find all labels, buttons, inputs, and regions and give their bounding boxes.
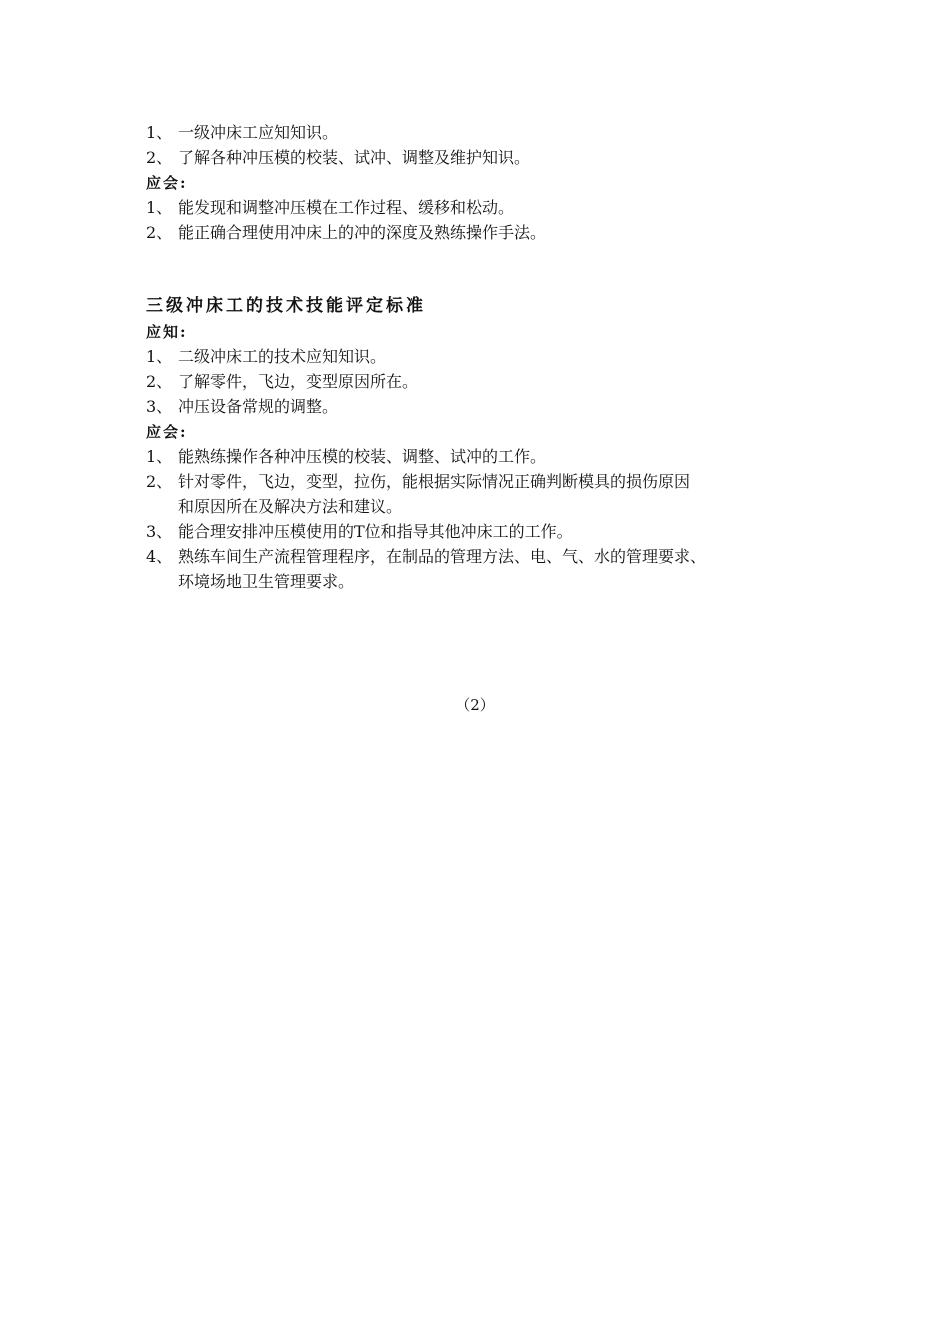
- list-item: [146, 372, 418, 392]
- list-item: [146, 547, 706, 567]
- section-title: 三级冲床工的技术技能评定标准: [146, 296, 426, 316]
- item-number: 1、: [146, 198, 173, 217]
- list-item: [146, 123, 338, 143]
- item-text: 一级冲床工应知知识。: [178, 123, 339, 142]
- list-item: [146, 397, 338, 417]
- item-text: 熟练车间生产流程管理程序，在制品的管理方法、电、气、水的管理要求、: [178, 547, 707, 566]
- item-text: 冲压设备常规的调整。: [178, 397, 339, 416]
- item-number: 2、: [146, 223, 173, 242]
- item-number: 1、: [146, 447, 173, 466]
- item-text: 二级冲床工的技术应知知识。: [178, 347, 387, 366]
- item-text: 了解各种冲压模的校装、试冲、调整及维护知识。: [178, 148, 531, 167]
- item-text: 能熟练操作各种冲压模的校装、调整、试冲的工作。: [178, 447, 547, 466]
- list-item: [146, 522, 573, 542]
- list-item: [146, 472, 690, 492]
- page-number: （2）: [455, 696, 495, 714]
- item-number: 3、: [146, 397, 173, 416]
- yinghui-label: 应会:: [146, 174, 188, 192]
- item-text: 能合理安排冲压模使用的T位和指导其他冲床工的工作。: [178, 522, 573, 541]
- item-number: 2、: [146, 372, 173, 391]
- list-item-continuation: 环境场地卫生管理要求。: [178, 572, 355, 591]
- item-number: 2、: [146, 148, 173, 167]
- list-item: [146, 447, 546, 467]
- list-item: [146, 198, 514, 218]
- item-number: 2、: [146, 472, 173, 491]
- list-item: [146, 148, 530, 168]
- item-number: 4、: [146, 547, 173, 566]
- item-number: 1、: [146, 123, 173, 142]
- item-text: 了解零件，飞边，变型原因所在。: [178, 372, 419, 391]
- yinghui-label: 应会:: [146, 423, 188, 441]
- item-text: 能发现和调整冲压模在工作过程、缓移和松动。: [178, 198, 515, 217]
- list-item: [146, 223, 546, 243]
- item-text: 针对零件，飞边，变型，拉伤，能根据实际情况正确判断模具的损伤原因: [178, 472, 691, 491]
- item-number: 1、: [146, 347, 173, 366]
- list-item: [146, 347, 386, 367]
- list-item-continuation: 和原因所在及解决方法和建议。: [178, 497, 403, 516]
- item-number: 3、: [146, 522, 173, 541]
- item-text: 能正确合理使用冲床上的冲的深度及熟练操作手法。: [178, 223, 547, 242]
- yingzhi-label: 应知:: [146, 323, 188, 341]
